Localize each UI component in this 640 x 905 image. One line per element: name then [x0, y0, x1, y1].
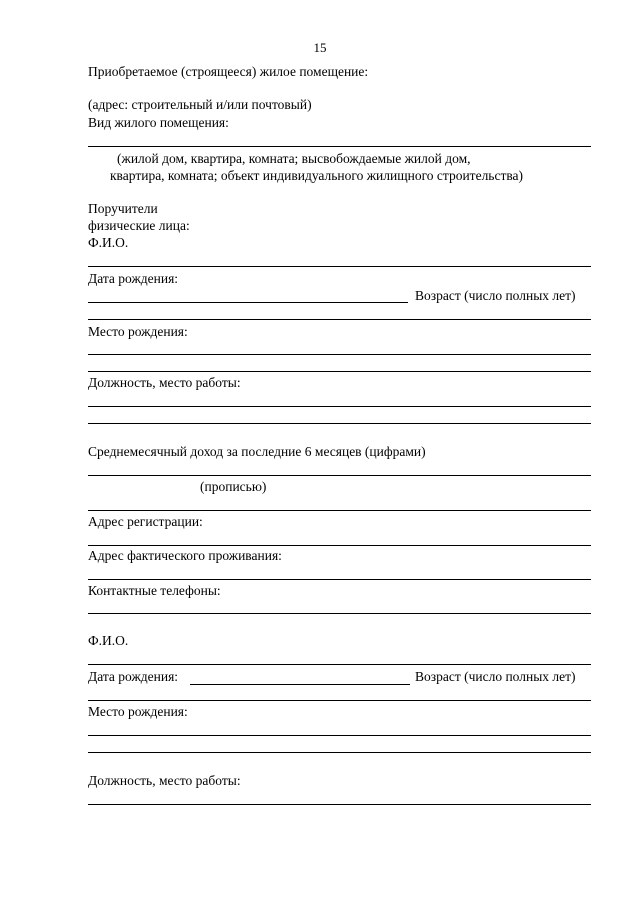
second-birth-place-line-2[interactable]: [88, 752, 591, 753]
income-words-line[interactable]: [88, 510, 591, 511]
second-fio-line[interactable]: [88, 664, 591, 665]
property-type-label: Вид жилого помещения:: [88, 115, 229, 130]
second-birth-place-line-1[interactable]: [88, 735, 591, 736]
property-type-line[interactable]: [88, 146, 591, 147]
second-birth-date-label: Дата рождения:: [88, 669, 179, 684]
birth-date-line[interactable]: [88, 302, 408, 303]
registration-address-line[interactable]: [88, 545, 591, 546]
income-digits-line[interactable]: [88, 475, 591, 476]
phones-line[interactable]: [88, 613, 591, 614]
second-position-label: Должность, место работы:: [88, 773, 241, 788]
in-words-hint: (прописью): [200, 479, 267, 494]
position-line-1[interactable]: [88, 406, 591, 407]
phones-label: Контактные телефоны:: [88, 583, 221, 598]
birth-place-label: Место рождения:: [88, 324, 188, 339]
page-number: 15: [313, 40, 327, 55]
position-line-2[interactable]: [88, 423, 591, 424]
second-birth-date-line[interactable]: [190, 684, 410, 685]
position-label: Должность, место работы:: [88, 375, 241, 390]
address-hint: (адрес: строительный и/или почтовый): [88, 97, 312, 112]
birth-place-line-1[interactable]: [88, 354, 591, 355]
actual-address-line[interactable]: [88, 579, 591, 580]
actual-address-label: Адрес фактического проживания:: [88, 548, 282, 563]
property-type-hint-1: (жилой дом, квартира, комната; высвобождаемые жилой дом,: [117, 151, 471, 166]
registration-address-label: Адрес регистрации:: [88, 514, 203, 529]
individuals-label: физические лица:: [88, 218, 190, 233]
fio-label: Ф.И.О.: [88, 235, 129, 250]
second-position-line[interactable]: [88, 804, 591, 805]
birth-place-line-2[interactable]: [88, 371, 591, 372]
guarantors-heading: Поручители: [88, 201, 158, 216]
income-label: Среднемесячный доход за последние 6 месяцев (цифрами): [88, 444, 426, 459]
second-fio-label: Ф.И.О.: [88, 633, 129, 648]
property-type-hint-2: квартира, комната; объект индивидуального жилищного строительства): [110, 168, 524, 183]
fio-line[interactable]: [88, 266, 591, 267]
property-heading: Приобретаемое (строящееся) жилое помещение:: [88, 64, 369, 79]
second-age-label: Возраст (число полных лет): [415, 669, 576, 684]
birth-date-label: Дата рождения:: [88, 271, 179, 286]
second-birth-place-label: Место рождения:: [88, 704, 188, 719]
second-age-line[interactable]: [88, 700, 591, 701]
age-line[interactable]: [88, 319, 591, 320]
age-label: Возраст (число полных лет): [415, 288, 576, 303]
